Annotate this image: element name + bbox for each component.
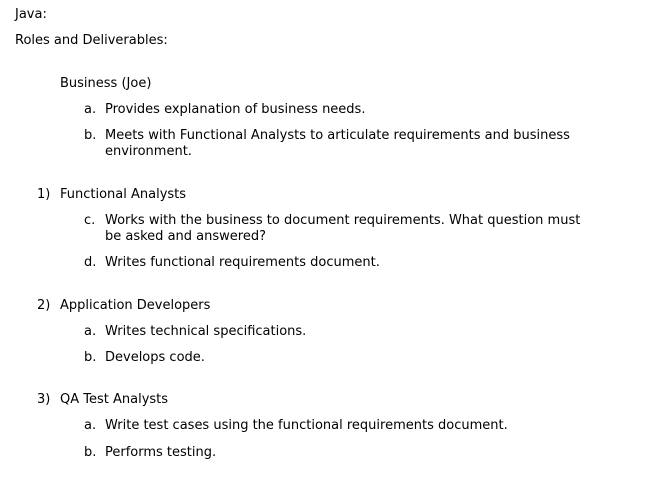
list-item-text: Develops code.: [105, 350, 205, 365]
section-heading: Business (Joe): [60, 76, 152, 91]
section-number: 3): [37, 392, 51, 407]
list-item-marker: a.: [84, 418, 97, 433]
list-item-text: Performs testing.: [105, 445, 217, 460]
section-number: 1): [37, 187, 51, 202]
list-item-text: Provides explanation of business needs.: [105, 102, 366, 117]
section-heading: QA Test Analysts: [60, 392, 169, 407]
document-title: Java:: [15, 7, 47, 22]
list-item-text: Meets with Functional Analysts to articulate requirements and business environment.: [105, 128, 570, 159]
list-item-text: Writes functional requirements document.: [105, 255, 380, 270]
section-heading: Functional Analysts: [60, 187, 187, 202]
list-item-marker: b.: [84, 128, 97, 143]
list-item-text: Write test cases using the functional requirements document.: [105, 418, 508, 433]
list-item-marker: b.: [84, 445, 97, 460]
section-number: 2): [37, 298, 51, 313]
list-item-marker: b.: [84, 350, 97, 365]
section-heading: Application Developers: [60, 298, 211, 313]
list-item-marker: a.: [84, 102, 97, 117]
list-item-marker: c.: [84, 213, 96, 228]
list-item-text: Works with the business to document requirements. What question must be asked and answered?: [105, 213, 581, 244]
list-item-marker: a.: [84, 324, 97, 339]
list-item-marker: d.: [84, 255, 97, 270]
document-subtitle: Roles and Deliverables:: [15, 33, 168, 48]
list-item-text: Writes technical specifications.: [105, 324, 307, 339]
